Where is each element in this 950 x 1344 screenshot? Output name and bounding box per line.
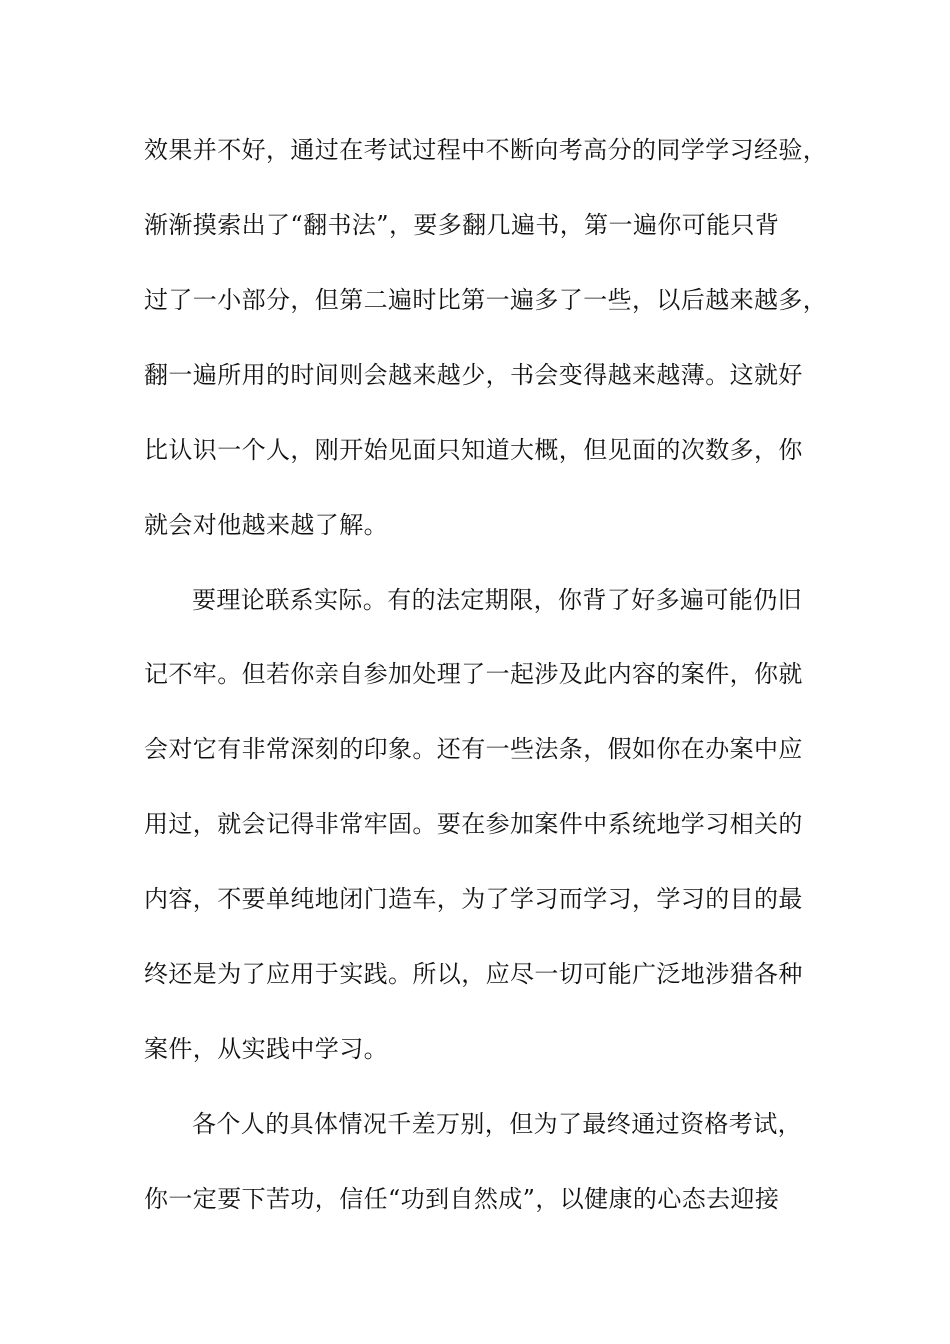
text-line: 会对它有非常深刻的印象。还有一些法条，假如你在办案中应 [144,735,803,763]
text-line: 要理论联系实际。有的法定期限，你背了好多遍可能仍旧 [192,586,802,614]
text-line: 效果并不好，通过在考试过程中不断向考高分的同学学习经验， [144,136,828,164]
text-line: 就会对他越来越了解。 [144,511,388,539]
text-line: 案件，从实践中学习。 [144,1035,388,1063]
text-line: 内容，不要单纯地闭门造车，为了学习而学习，学习的目的最 [144,885,803,913]
text-line: 终还是为了应用于实践。所以，应尽一切可能广泛地涉猎各种 [144,960,803,988]
text-line: 翻一遍所用的时间则会越来越少，书会变得越来越薄。这就好 [144,361,803,389]
text-line: 各个人的具体情况千差万别，但为了最终通过资格考试， [192,1110,802,1138]
text-line: 记不牢。但若你亲自参加处理了一起涉及此内容的案件，你就 [144,660,803,688]
text-line: 你一定要下苦功，信任“功到自然成”，以健康的心态去迎接 [144,1185,780,1213]
text-line: 用过，就会记得非常牢固。要在参加案件中系统地学习相关的 [144,810,803,838]
text-line: 过了一小部分，但第二遍时比第一遍多了一些，以后越来越多， [144,286,828,314]
text-line: 渐渐摸索出了“翻书法”，要多翻几遍书，第一遍你可能只背 [144,211,780,239]
text-line: 比认识一个人，刚开始见面只知道大概，但见面的次数多，你 [144,436,803,464]
